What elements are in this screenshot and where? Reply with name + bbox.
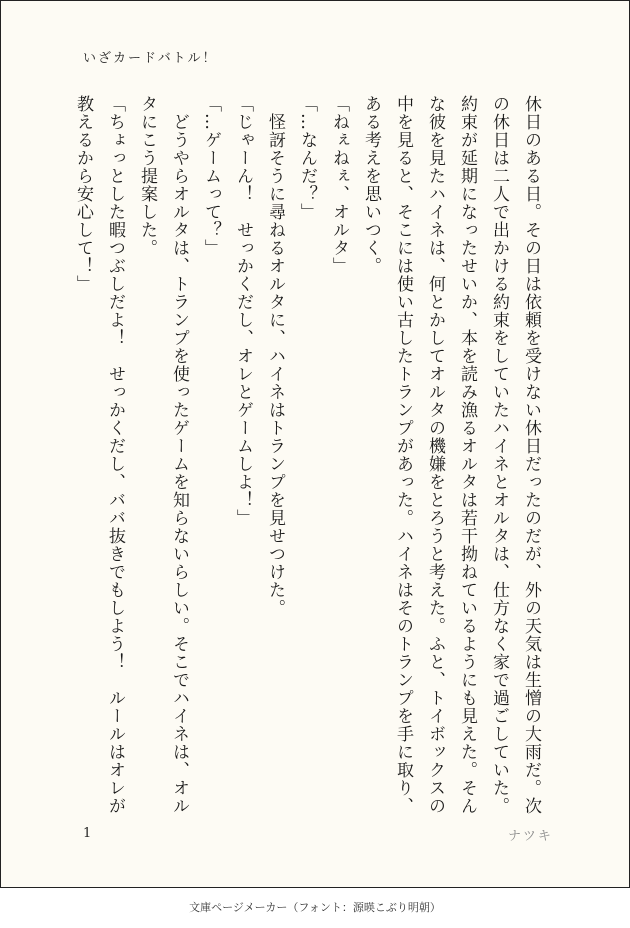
paragraph: 「ちょっとした暇つぶしだよ！ せっかくだし、ババ抜きでもしよう！ ルールはオレが教えるから安心して！」 xyxy=(73,95,125,815)
paragraph: 「…なんだ？」 xyxy=(297,95,317,221)
paragraph: どうやらオルタは、トランプを使ったゲームを知らないらしい。そこでハイネは、オルタにこう提案した。 xyxy=(137,95,189,815)
paragraph: 怪訝そうに尋ねるオルタに、ハイネはトランプを見せつけた。 xyxy=(265,95,285,617)
paragraph: 「…ゲームって？」 xyxy=(201,95,221,257)
author-name: ナツキ xyxy=(508,829,553,844)
running-header-title: いざカードバトル！ xyxy=(83,51,218,66)
paragraph: 「ねぇねぇ、オルタ」 xyxy=(329,95,349,275)
generator-caption: 文庫ページメーカー（フォント：源暎こぶり明朝） xyxy=(189,901,441,914)
page-number: 1 xyxy=(83,826,92,841)
vertical-body-text xyxy=(67,95,547,815)
paragraph: 「じゃーん！ せっかくだし、オレとゲームしよ！」 xyxy=(233,95,253,527)
paragraph: 休日のある日。その日は依頼を受けない休日だったのだが、外の天気は生憎の大雨だ。次の休日は二人で出かける約束をしていたハイネとオルタは、仕方なく家で過ごしていた。約束が延期になったせいか、本を読み漁るオルタは若干拗ねているようにも見えた。そんな彼を見たハイネは、何とかしてオルタの機嫌をとろうと考えた。ふと、トイボックスの中を見ると、そこには使い古したトランプがあった。ハイネはそのトランプを手に取り、ある考えを思いつく。 xyxy=(361,95,541,815)
